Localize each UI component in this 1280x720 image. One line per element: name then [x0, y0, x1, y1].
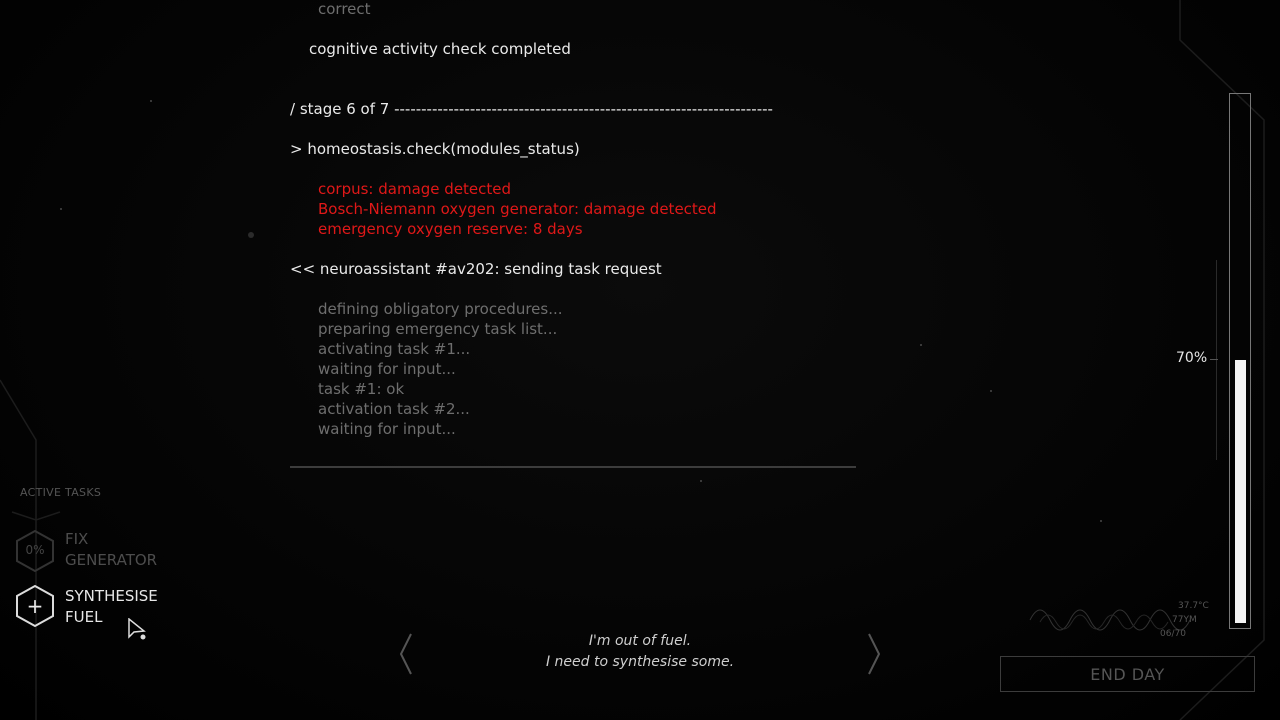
stage-indicator: / stage 6 of 7 ---------------------------------------------------------------------- — [290, 100, 773, 118]
terminal-alert: corpus: damage detected — [318, 180, 512, 198]
progress-percent-label: 70% — [1176, 350, 1208, 366]
waveform-graphic — [1030, 610, 1190, 630]
active-tasks-heading: ACTIVE TASKS — [20, 486, 102, 499]
terminal-line: activation task #2... — [318, 400, 470, 418]
task-progress-percent: 0% — [25, 543, 45, 557]
end-day-button[interactable]: END DAY — [1000, 656, 1255, 692]
progress-tick — [1210, 359, 1218, 360]
task-title-line: GENERATOR — [65, 551, 158, 569]
terminal-line: task #1: ok — [318, 380, 405, 398]
progress-bar-fill — [1235, 360, 1246, 623]
terminal-line: activating task #1... — [318, 340, 471, 358]
sensor-readout: 77YM — [1172, 615, 1197, 625]
terminal-line: preparing emergency task list... — [318, 320, 558, 338]
terminal-line: correct — [318, 0, 371, 18]
task-title-line: SYNTHESISE — [65, 587, 158, 605]
chevron-right-icon[interactable] — [866, 632, 882, 676]
terminal-line: << neuroassistant #av202: sending task request — [290, 260, 662, 278]
temperature-readout: 37.7°C — [1178, 601, 1209, 611]
terminal-alert: emergency oxygen reserve: 8 days — [318, 220, 583, 238]
plus-icon: + — [26, 594, 44, 618]
dialogue-subtitle-line: I'm out of fuel. — [588, 633, 692, 649]
terminal-divider — [290, 466, 856, 468]
background-star — [920, 344, 922, 346]
chevron-left-icon[interactable] — [398, 632, 414, 676]
terminal-log — [0, 0, 900, 480]
background-star — [700, 480, 702, 482]
background-star — [990, 390, 992, 392]
terminal-line: waiting for input... — [318, 360, 456, 378]
terminal-line: cognitive activity check completed — [309, 40, 571, 58]
cursor-icon — [128, 618, 150, 642]
task-title-line: FIX — [65, 530, 89, 548]
progress-rail — [1216, 260, 1217, 460]
terminal-line: waiting for input... — [318, 420, 456, 438]
terminal-alert: Bosch-Niemann oxygen generator: damage detected — [318, 200, 717, 218]
background-star — [1100, 520, 1102, 522]
terminal-line: defining obligatory procedures... — [318, 300, 563, 318]
dialogue-subtitle-line: I need to synthesise some. — [545, 654, 735, 670]
code-readout: 06/70 — [1160, 629, 1186, 639]
terminal-command: > homeostasis.check(modules_status) — [290, 140, 580, 158]
task-title-line: FUEL — [65, 608, 103, 626]
